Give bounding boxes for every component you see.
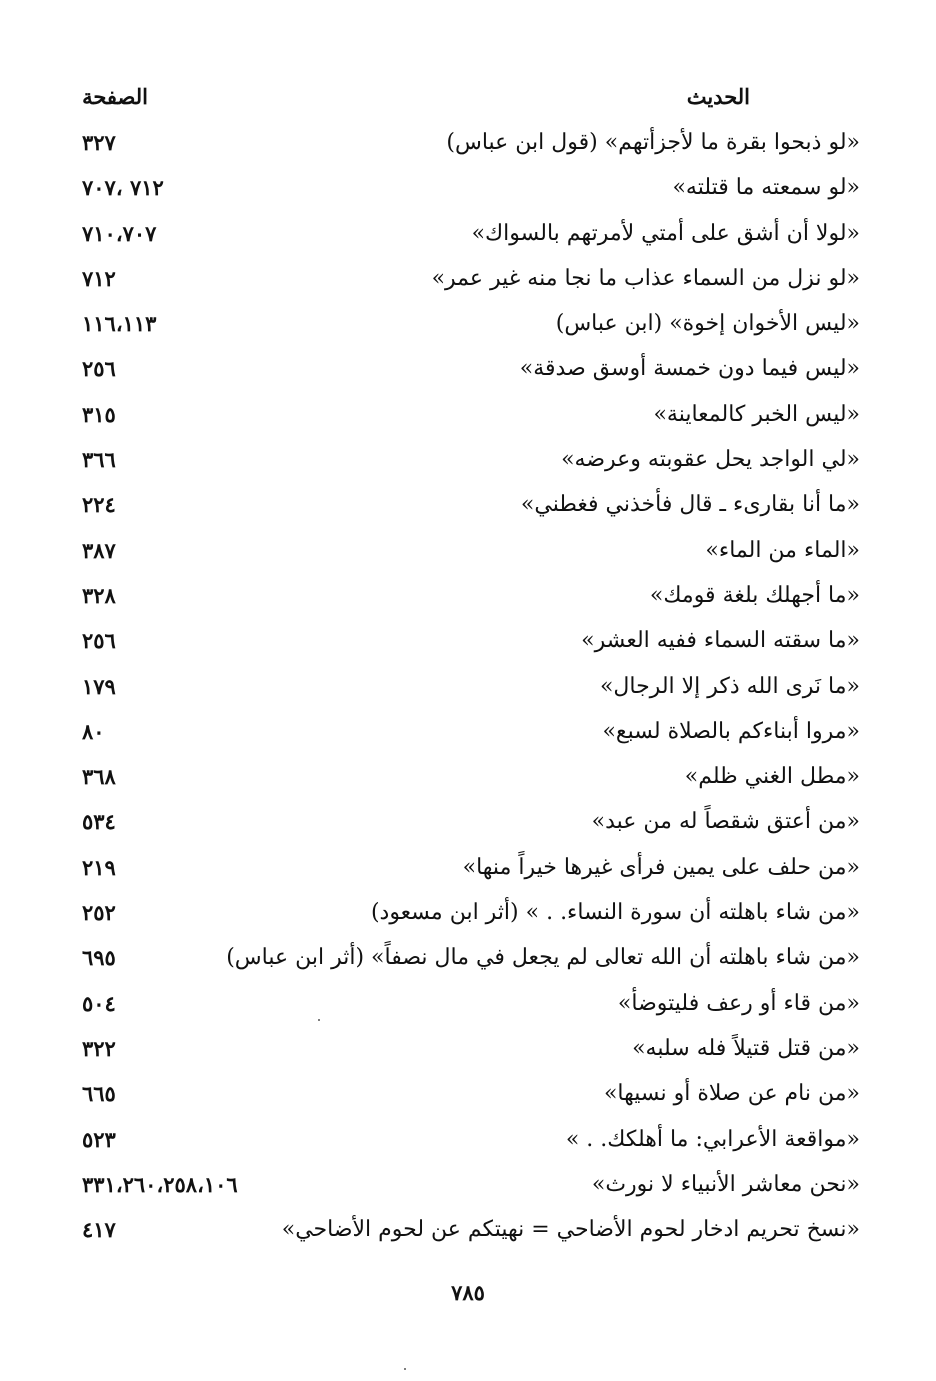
list-item	[0, 803, 936, 848]
page-references: ٤١٧	[82, 1217, 116, 1243]
hadith-text: «الماء من الماء»	[705, 537, 860, 563]
list-item	[0, 985, 936, 1030]
hadith-text: «ما أنا بقارىء ـ قال فأخذني فغطني»	[520, 492, 860, 518]
list-item	[0, 1211, 936, 1256]
list-item	[0, 1030, 936, 1075]
page-references: ٦٩٥	[82, 945, 116, 971]
page-column-header: الصفحة	[82, 84, 148, 109]
page-number: ٧٨٥	[451, 1280, 485, 1305]
list-item	[0, 396, 936, 441]
hadith-text: «ليس فيما دون خمسة أوسق صدقة»	[519, 356, 860, 382]
list-item	[0, 713, 936, 758]
print-speck	[318, 1019, 320, 1021]
list-item	[0, 1166, 936, 1211]
hadith-text: «من شاء باهلته أن سورة النساء. . » (أثر ابن مسعود)	[370, 900, 860, 926]
list-item	[0, 305, 936, 350]
page-references: ٥٠٤	[82, 990, 116, 1016]
page-references: ٨٠	[82, 718, 105, 744]
hadith-text: «لو سمعته ما قتلته»	[672, 175, 860, 201]
hadith-text: «نسخ تحريم ادخار لحوم الأضاحي = نهيتكم عن لحوم الأضاحي»	[281, 1217, 860, 1243]
page-references: ٢٥٦	[82, 628, 116, 654]
hadith-text: «من حلف على يمين فرأى غيرها خيراً منها»	[462, 854, 860, 880]
hadith-text: «من قاء أو رعف فليتوضأ»	[617, 990, 860, 1016]
hadith-column-header: الحديث	[686, 84, 750, 109]
page-references: ٥٢٣	[82, 1126, 116, 1152]
hadith-index-list	[0, 124, 936, 1256]
table-header	[0, 84, 936, 116]
hadith-text: «من شاء باهلته أن الله تعالى لم يجعل في مال نصفاً» (أثر ابن عباس)	[226, 945, 860, 971]
list-item	[0, 260, 936, 305]
list-item	[0, 939, 936, 984]
hadith-text: «نحن معاشر الأنبياء لا نورث»	[591, 1171, 860, 1197]
page-references: ١١٦،١١٣	[82, 311, 157, 337]
page-references: ٥٣٤	[82, 809, 116, 835]
hadith-text: «من أعتق شقصاً له من عبد»	[591, 809, 860, 835]
page-references: ٧١٠،٧٠٧	[82, 220, 157, 246]
list-item	[0, 849, 936, 894]
list-item	[0, 441, 936, 486]
page-references: ٢٥٦	[82, 356, 116, 382]
page-references: ٣٢٢	[82, 1035, 116, 1061]
list-item	[0, 486, 936, 531]
hadith-text: «لي الواجد يحل عقوبته وعرضه»	[561, 447, 860, 473]
hadith-text: «من قتل قتيلاً فله سلبه»	[632, 1035, 860, 1061]
hadith-text: «لو نزل من السماء عذاب ما نجا منه غير عمر»	[431, 265, 860, 291]
hadith-text: «ليس الخبر كالمعاينة»	[653, 401, 860, 427]
page-references: ٣١٥	[82, 401, 116, 427]
hadith-text: «لو ذبحوا بقرة ما لأجزأتهم» (قول ابن عباس)	[446, 130, 860, 155]
page-references: ٣٢٧	[82, 130, 116, 155]
hadith-text: «مروا أبناءكم بالصلاة لسبع»	[602, 718, 860, 744]
list-item	[0, 169, 936, 214]
hadith-text: «ما نَرى الله ذكر إلا الرجال»	[599, 673, 860, 699]
list-item	[0, 668, 936, 713]
page-references: ٣٨٧	[82, 537, 116, 563]
print-speck	[404, 1368, 406, 1370]
list-item	[0, 1075, 936, 1120]
list-item	[0, 350, 936, 395]
list-item	[0, 532, 936, 577]
page-references: ٣٢٨	[82, 582, 116, 608]
page-references: ٢١٩	[82, 854, 116, 880]
page-references: ٣٦٨	[82, 764, 116, 790]
hadith-text: «ليس الأخوان إخوة» (ابن عباس)	[555, 311, 860, 337]
hadith-text: «مطل الغني ظلم»	[684, 764, 860, 790]
page-references: ٧١٢	[82, 265, 116, 291]
hadith-text: «ما سقته السماء ففيه العشر»	[581, 628, 860, 654]
page-references: ٣٣١،٢٦٠،٢٥٨،١٠٦	[82, 1171, 238, 1197]
hadith-text: «مواقعة الأعرابي: ما أهلكك. . »	[565, 1126, 860, 1152]
hadith-text: «لولا أن أشق على أمتي لأمرتهم بالسواك»	[471, 220, 860, 246]
list-item	[0, 577, 936, 622]
list-item	[0, 894, 936, 939]
page-references: ٧١٢ ،٧٠٧	[82, 175, 164, 201]
page-references: ١٧٩	[82, 673, 116, 699]
page-references: ٢٢٤	[82, 492, 116, 518]
list-item	[0, 622, 936, 667]
hadith-text: «ما أجهلك بلغة قومك»	[649, 582, 860, 608]
page-references: ٢٥٢	[82, 900, 116, 926]
list-item	[0, 215, 936, 260]
list-item	[0, 758, 936, 803]
page-references: ٦٦٥	[82, 1081, 116, 1107]
page-references: ٣٦٦	[82, 447, 116, 473]
hadith-text: «من نام عن صلاة أو نسيها»	[603, 1081, 860, 1107]
list-item	[0, 1121, 936, 1166]
list-item	[0, 124, 936, 169]
